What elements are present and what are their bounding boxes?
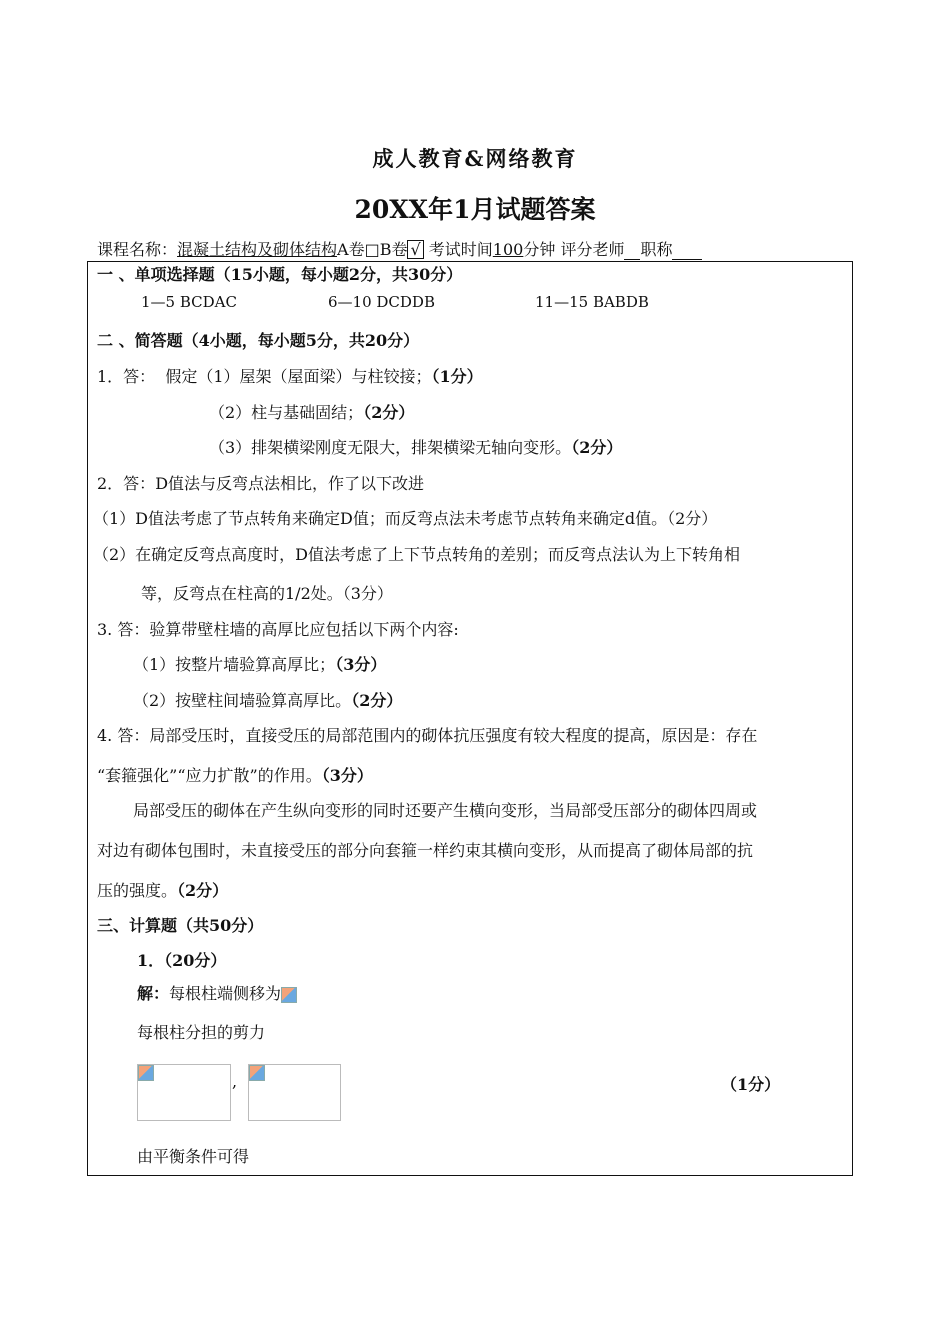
q1-score2: （2分） <box>363 403 415 422</box>
q2-line2: （1）D值法考虑了节点转角来确定D值；而反弯点法未考虑节点转角来确定d值。（2分） <box>93 509 718 528</box>
q1-line2 <box>209 400 414 423</box>
formula-comma: , <box>232 1072 238 1091</box>
section1-answers-2: 6—10 DCDDB <box>328 293 435 311</box>
section1-answers-1: 1—5 BCDAC <box>141 293 237 311</box>
q4-line5 <box>97 878 228 901</box>
q1-text1: 假定（1）屋架（屋面梁）与柱铰接； <box>165 367 432 386</box>
grader-blank <box>624 240 640 260</box>
section2-heading: 二 、简答题（4小题，每小题5分，共20分） <box>97 331 420 350</box>
q4-line2 <box>97 763 373 786</box>
q1-text3: （3）排架横梁刚度无限大，排架横梁无轴向变形。 <box>209 438 572 457</box>
title-label: 职称 <box>640 240 673 259</box>
q4-text2: “套箍强化”“应力扩散”的作用。 <box>97 766 322 785</box>
q1-text2: （2）柱与基础固结； <box>209 403 364 422</box>
q2-line1 <box>97 471 424 494</box>
q1-line1 <box>97 364 483 387</box>
calc-q1-label: 1．（20分） <box>137 951 227 970</box>
q3-line1 <box>97 617 459 640</box>
equilibrium-text: 由平衡条件可得 <box>137 1147 250 1166</box>
q4-prefix: 4. 答： <box>97 726 150 745</box>
exam-info-line <box>97 237 702 260</box>
paper-b-check: √ <box>407 240 423 259</box>
time-value: 100 <box>492 240 524 259</box>
org-title: 成人教育&网络教育 <box>372 146 578 171</box>
section3-heading: 三、计算题（共50分） <box>97 916 264 935</box>
formula-image-2 <box>248 1064 341 1121</box>
time-label: 考试时间 <box>428 240 493 259</box>
broken-image-icon <box>138 1065 154 1081</box>
q1-score1: （1分） <box>431 367 483 386</box>
course-label: 课程名称： <box>97 240 178 259</box>
shear-text: 每根柱分担的剪力 <box>137 1023 266 1042</box>
section1-heading: 一 、单项选择题（15小题，每小题2分，共30分） <box>97 265 463 284</box>
q2-line3: （2）在确定反弯点高度时，D值法考虑了上下节点转角的差别；而反弯点法认为上下转角相 <box>93 545 741 564</box>
q4-line4: 对边有砌体包围时，未直接受压的部分向套箍一样约束其横向变形，从而提高了砌体局部的抗 <box>97 841 754 860</box>
q2-text1: D值法与反弯点法相比，作了以下改进 <box>155 474 425 493</box>
calc-score: （1分） <box>721 1075 781 1094</box>
q4-text5: 压的强度。 <box>97 881 178 900</box>
solution-line <box>137 981 297 1004</box>
q1-prefix: 1．答： <box>97 367 156 386</box>
paper-b: B卷 <box>379 240 408 259</box>
exam-title: 20XX年1月试题答案 <box>354 195 596 224</box>
q3-text3: （2）按壁柱间墙验算高厚比。 <box>133 691 352 710</box>
q3-text2: （1）按整片墙验算高厚比； <box>133 655 336 674</box>
q3-score2: （3分） <box>335 655 387 674</box>
formula-image-1 <box>137 1064 231 1121</box>
solution-label: 解： <box>137 984 170 1003</box>
q3-line2 <box>133 652 386 675</box>
q3-prefix: 3. 答： <box>97 620 150 639</box>
grader-label: 评分老师 <box>560 240 625 259</box>
q4-line3: 局部受压的砌体在产生纵向变形的同时还要产生横向变形，当局部受压部分的砌体四周或 <box>133 801 758 820</box>
course-name: 混凝土结构及砌体结构 <box>177 240 338 259</box>
answer-box <box>87 261 853 1176</box>
q4-score5: （2分） <box>177 881 229 900</box>
q4-text1: 局部受压时，直接受压的局部范围内的砌体抗压强度有较大程度的提高，原因是：存在 <box>149 726 758 745</box>
q3-score3: （2分） <box>351 691 403 710</box>
q4-line1 <box>97 723 757 746</box>
q2-prefix: 2．答： <box>97 474 156 493</box>
formula-image-icon <box>281 987 297 1003</box>
q4-score2: （3分） <box>321 766 373 785</box>
section1-answers-3: 11—15 BABDB <box>535 293 649 311</box>
q3-line3 <box>133 688 402 711</box>
solution-text: 每根柱端侧移为 <box>169 984 282 1003</box>
q2-line4: 等，反弯点在柱高的1/2处。（3分） <box>141 584 393 603</box>
time-unit: 分钟 <box>523 240 556 259</box>
broken-image-icon <box>249 1065 265 1081</box>
q3-text1: 验算带壁柱墙的高厚比应包括以下两个内容: <box>149 620 459 639</box>
q1-line3 <box>209 435 622 458</box>
title-blank <box>672 240 702 260</box>
paper-a: A卷□ <box>337 240 380 259</box>
q1-score3: （2分） <box>571 438 623 457</box>
